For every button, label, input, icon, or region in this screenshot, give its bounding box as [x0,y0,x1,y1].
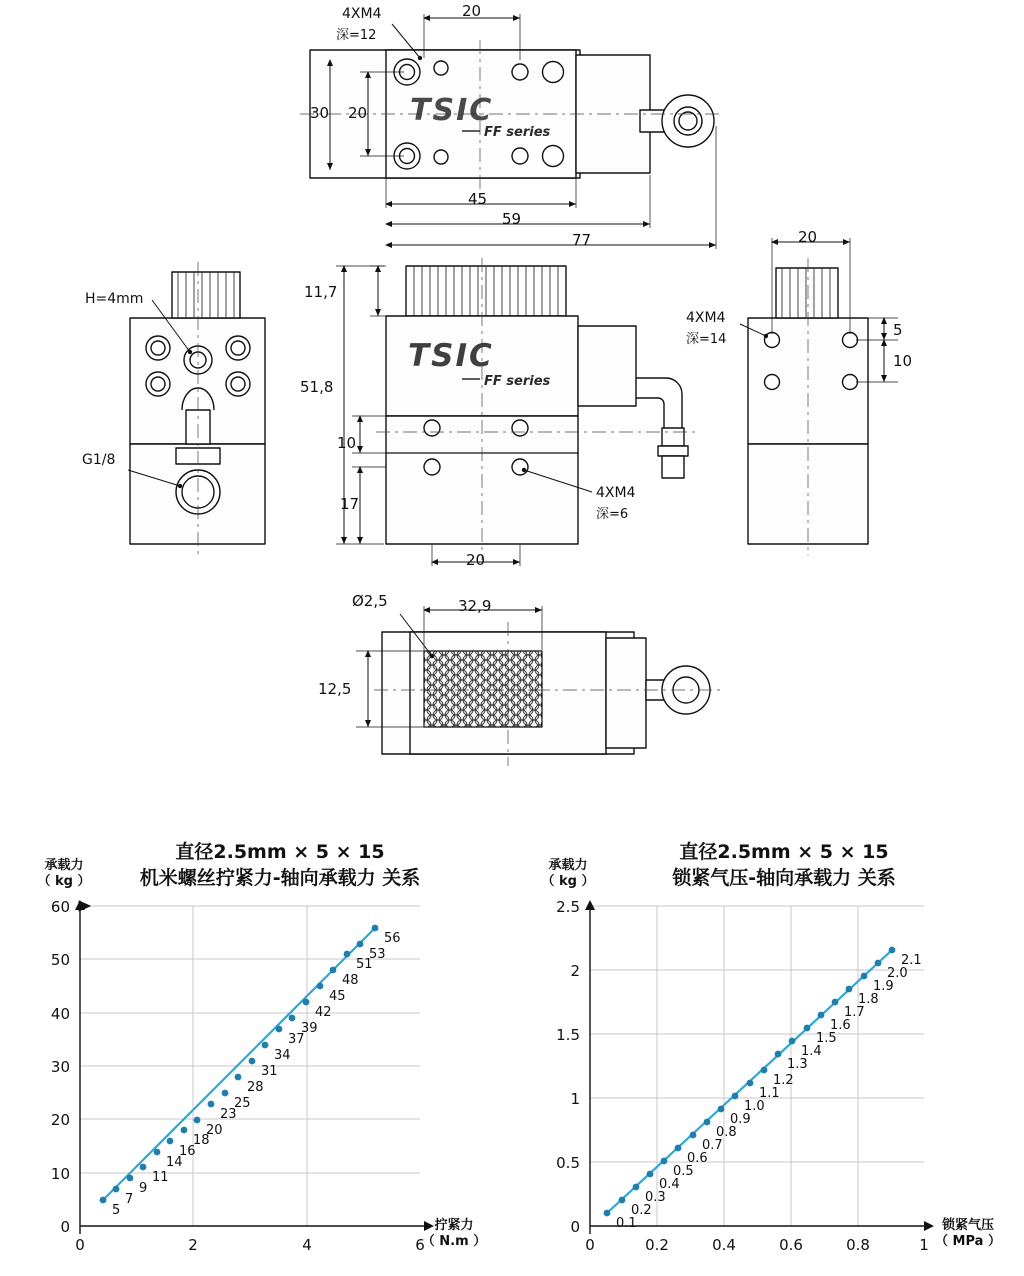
svg-text:0.9: 0.9 [730,1112,751,1127]
svg-text:30: 30 [50,1058,70,1076]
bottom-view [356,606,720,766]
svg-text:FF series: FF series [484,125,551,140]
svg-text:1.2: 1.2 [773,1073,794,1088]
svg-text:4: 4 [302,1236,312,1254]
chart1-xlabel-line2: （ N.m ） [421,1233,487,1249]
svg-text:51: 51 [356,957,373,972]
chart2-ylabel-line1: 承载力 [548,858,588,873]
svg-text:1: 1 [919,1236,929,1254]
left-side-view [128,262,265,556]
front-view-dim-51-8: 51,8 [300,378,334,396]
svg-text:53: 53 [369,947,386,962]
right-view-dim-20: 20 [798,228,818,246]
chart2-xlabel-line2: （ MPa ） [935,1233,1001,1249]
right-side-view [740,238,898,556]
svg-text:0.5: 0.5 [556,1154,580,1172]
svg-text:0.8: 0.8 [846,1236,870,1254]
svg-text:37: 37 [288,1032,305,1047]
svg-text:TSIC: TSIC [410,93,494,128]
svg-text:2.5: 2.5 [556,898,580,916]
left-view-port-callout: G1/8 [82,452,116,468]
svg-text:31: 31 [261,1064,278,1079]
chart-torque-vs-load [20,836,500,1266]
svg-text:1.1: 1.1 [759,1086,780,1101]
svg-text:2.0: 2.0 [887,966,908,981]
chart2-svg [524,836,1014,1266]
front-view-dim-10: 10 [337,434,357,452]
svg-text:0.1: 0.1 [616,1216,637,1231]
chart1-title-line1: 直径2.5mm × 5 × 15 [175,841,385,863]
svg-text:56: 56 [384,931,401,946]
svg-text:1.7: 1.7 [844,1005,865,1020]
svg-text:0: 0 [75,1236,85,1254]
svg-text:0.4: 0.4 [659,1177,680,1192]
svg-text:6: 6 [415,1236,425,1254]
svg-text:0: 0 [585,1236,595,1254]
svg-text:0.2: 0.2 [631,1203,652,1218]
svg-text:0.2: 0.2 [645,1236,669,1254]
svg-text:1.9: 1.9 [873,979,894,994]
svg-text:23: 23 [220,1107,237,1122]
svg-text:1.0: 1.0 [744,1099,765,1114]
svg-text:7: 7 [125,1192,134,1207]
bottom-view-dim-32-9: 32,9 [458,597,492,615]
svg-text:0.3: 0.3 [645,1190,666,1205]
svg-text:50: 50 [50,951,70,969]
svg-text:45: 45 [329,989,346,1004]
svg-text:5: 5 [112,1203,121,1218]
chart1-ylabel-line1: 承载力 [44,858,84,873]
svg-text:1.8: 1.8 [858,992,879,1007]
svg-text:1.4: 1.4 [801,1044,822,1059]
right-view-dim-5: 5 [893,321,903,339]
front-view [336,258,700,566]
svg-text:0.4: 0.4 [712,1236,736,1254]
front-view-dim-11-7: 11,7 [304,283,338,301]
svg-text:FF series: FF series [484,374,551,389]
svg-text:1: 1 [570,1090,580,1108]
svg-text:9: 9 [139,1181,148,1196]
svg-text:10: 10 [50,1165,70,1183]
front-view-depth-callout: 深=6 [596,507,629,522]
svg-text:48: 48 [342,973,359,988]
svg-text:TSIC: TSIC [408,338,494,374]
svg-text:16: 16 [179,1144,196,1159]
svg-text:60: 60 [50,898,70,916]
svg-text:0.8: 0.8 [716,1125,737,1140]
chart1-title-line2: 机米螺丝拧紧力-轴向承载力 关系 [139,866,421,889]
svg-text:0: 0 [60,1218,70,1236]
svg-text:0.5: 0.5 [673,1164,694,1179]
svg-text:2: 2 [188,1236,198,1254]
svg-text:11: 11 [152,1170,169,1185]
svg-text:14: 14 [166,1155,183,1170]
right-view-thread-callout: 4XM4 [686,310,726,326]
svg-text:39: 39 [301,1021,318,1036]
chart1-svg [20,836,500,1266]
svg-text:1.3: 1.3 [787,1057,808,1072]
right-view-depth-callout: 深=14 [686,332,727,347]
svg-text:25: 25 [234,1096,251,1111]
front-view-dim-17: 17 [340,495,360,513]
svg-text:1.6: 1.6 [830,1018,851,1033]
svg-text:42: 42 [315,1005,332,1020]
chart-pressure-vs-load [524,836,1014,1266]
svg-text:2: 2 [570,962,580,980]
chart1-ylabel-line2: （ kg ） [37,873,91,889]
svg-text:34: 34 [274,1048,291,1063]
right-view-dim-10: 10 [893,352,913,370]
chart2-title-line2: 锁紧气压-轴向承载力 关系 [672,866,896,889]
svg-text:40: 40 [50,1005,70,1023]
front-view-dim-20: 20 [466,551,486,569]
svg-text:0.7: 0.7 [702,1138,723,1153]
svg-text:18: 18 [193,1133,210,1148]
front-view-thread-callout: 4XM4 [596,485,636,501]
svg-text:1.5: 1.5 [556,1026,580,1044]
top-view-thread-callout: 4XM4 [342,6,382,22]
chart1-xlabel-line1: 拧紧力 [434,1218,474,1233]
top-view-depth-callout: 深=12 [336,28,377,43]
svg-text:2.1: 2.1 [901,953,922,968]
bottom-view-dim-12-5: 12,5 [318,680,352,698]
top-view-dim-77: 77 [572,231,592,249]
left-view-h-callout: H=4mm [85,291,144,307]
chart2-xlabel-line1: 锁紧气压 [941,1218,994,1233]
svg-text:20: 20 [50,1111,70,1129]
svg-text:0: 0 [570,1218,580,1236]
top-view-dim-30: 30 [310,104,330,122]
top-view-dim-20-left: 20 [348,104,368,122]
top-view-dim-59: 59 [502,210,522,228]
bottom-view-dia: Ø2,5 [352,592,388,610]
svg-text:0.6: 0.6 [687,1151,708,1166]
svg-text:28: 28 [247,1080,264,1095]
chart2-ylabel-line2: （ kg ） [541,873,595,889]
svg-text:1.5: 1.5 [816,1031,837,1046]
top-view-dim-20-inner: 20 [462,2,482,20]
top-view-dim-45: 45 [468,190,488,208]
svg-text:20: 20 [206,1123,223,1138]
svg-text:0.6: 0.6 [779,1236,803,1254]
chart2-title-line1: 直径2.5mm × 5 × 15 [679,841,889,863]
